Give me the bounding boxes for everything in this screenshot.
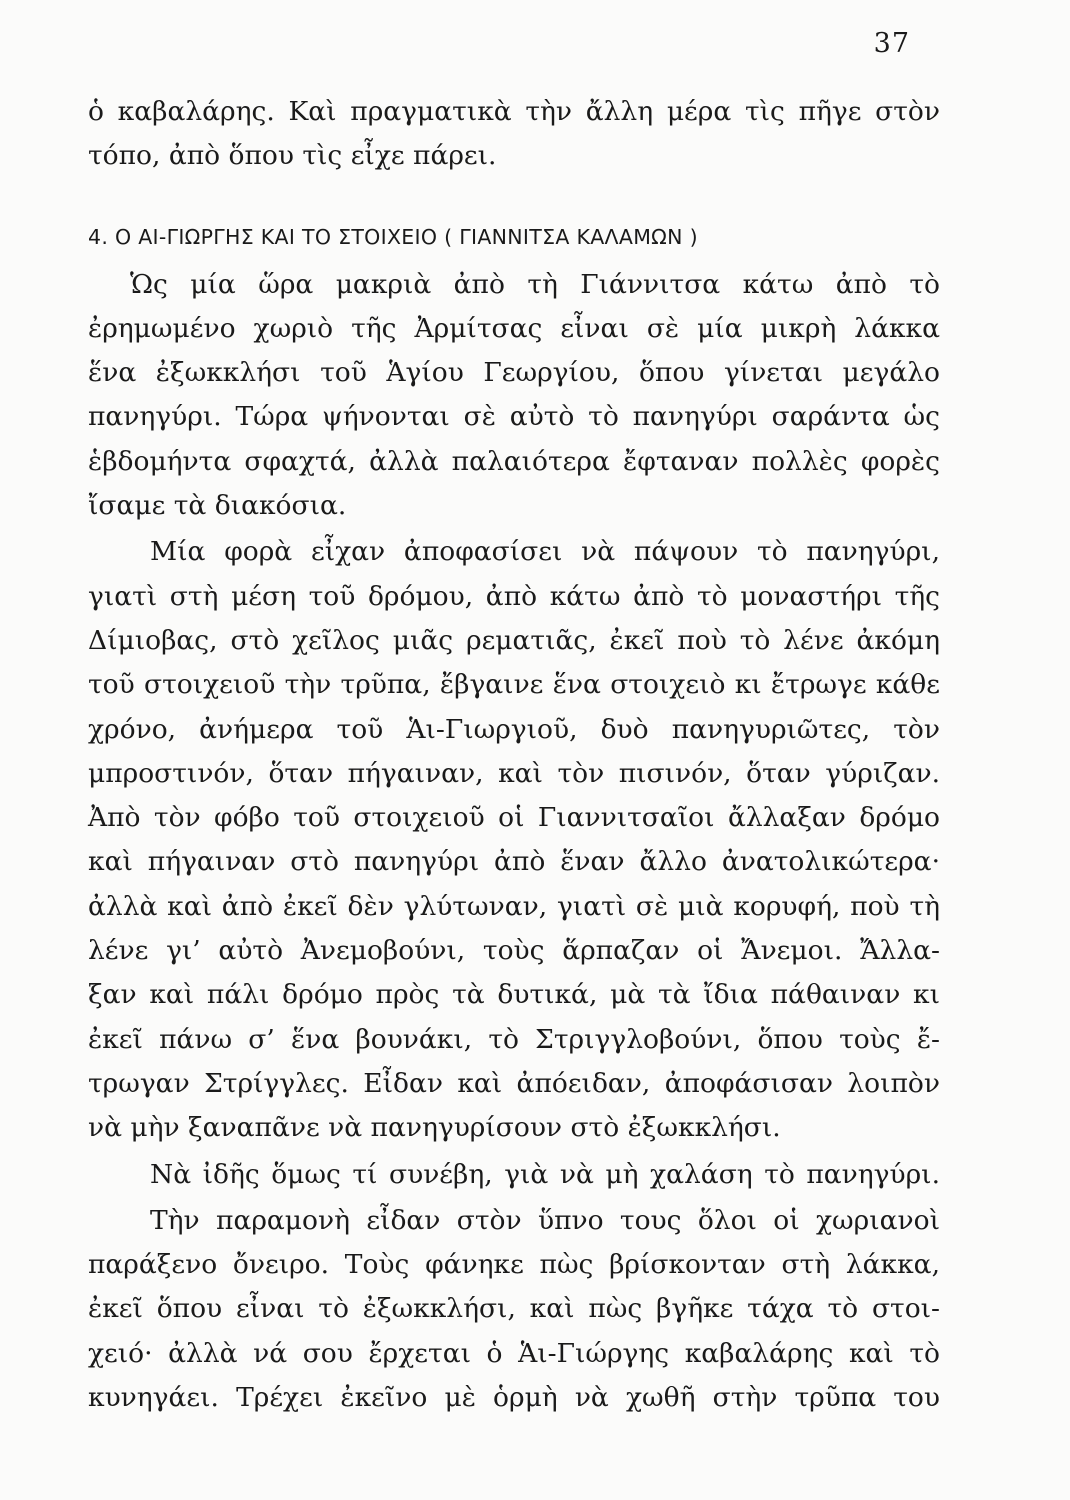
text-line: ἀλλὰ καὶ ἀπὸ ἐκεῖ δὲν γλύτωναν, γιατὶ σὲ μιὰ κορυφή, ποὺ τὴ bbox=[88, 890, 940, 922]
text-line: Δίμιοβας, στὸ χεῖλος μιᾶς ρεματιᾶς, ἐκεῖ ποὺ τὸ λένε ἀκόμη bbox=[88, 624, 940, 656]
text-line: ἑβδομήντα σφαχτά, ἀλλὰ παλαιότερα ἔφταναν πολλὲς φορὲς bbox=[88, 445, 940, 477]
text-line: τρωγαν Στρίγγλες. Εἶδαν καὶ ἀπόειδαν, ἀποφάσισαν λοιπὸν bbox=[88, 1067, 940, 1099]
text-line: ἐρημωμένο χωριὸ τῆς Ἀρμίτσας εἶναι σὲ μία μικρὴ λάκκα bbox=[88, 312, 940, 344]
text-line: λένε γι’ αὐτὸ Ἀνεμοβούνι, τοὺς ἅρπαζαν οἱ Ἄνεμοι. Ἄλλα- bbox=[88, 935, 940, 967]
page-number: 37 bbox=[873, 28, 910, 59]
page-body bbox=[88, 90, 940, 1420]
text-line: καὶ πήγαιναν στὸ πανηγύρι ἀπὸ ἕναν ἄλλο ἀνατολικώτερα· bbox=[88, 846, 940, 878]
text-line: Μία φορὰ εἶχαν ἀποφασίσει νὰ πάψουν τὸ πανηγύρι, bbox=[150, 536, 940, 568]
text-line: ἐκεῖ πάνω σ’ ἕνα βουνάκι, τὸ Στριγγλοβούνι, ὅπου τοὺς ἔ- bbox=[88, 1023, 940, 1055]
text-line: νὰ μὴν ξαναπᾶνε νὰ πανηγυρίσουν στὸ ἐξωκκλήσι. bbox=[88, 1112, 781, 1144]
text-line: χειό· ἀλλὰ νά σου ἔρχεται ὁ Ἁι-Γιώργης καβαλάρης καὶ τὸ bbox=[88, 1337, 940, 1369]
text-line: πανηγύρι. Τώρα ψήνονται σὲ αὐτὸ τὸ πανηγύρι σαράντα ὡς bbox=[88, 401, 940, 433]
paragraph bbox=[88, 263, 940, 529]
text-line: παράξενο ὄνειρο. Τοὺς φάνηκε πὼς βρίσκονταν στὴ λάκκα, bbox=[88, 1249, 940, 1281]
section-heading: 4. Ο ΑΙ-ΓΙΩΡΓΗΣ ΚΑΙ ΤΟ ΣΤΟΙΧΕΙΟ ( ΓΙΑΝΝΙΤΣΑ ΚΑΛΑΜΩΝ ) bbox=[88, 224, 698, 249]
text-line: ἕνα ἐξωκκλήσι τοῦ Ἁγίου Γεωργίου, ὅπου γίνεται μεγάλο bbox=[88, 357, 940, 389]
text-line: τοῦ στοιχειοῦ τὴν τρῦπα, ἔβγαινε ἕνα στοιχειὸ κι ἔτρωγε κάθε bbox=[88, 669, 940, 701]
text-line: ἴσαμε τὰ διακόσια. bbox=[88, 490, 347, 522]
text-line: Νὰ ἰδῆς ὅμως τί συνέβη, γιὰ νὰ μὴ χαλάση τὸ πανηγύρι. bbox=[150, 1158, 940, 1190]
text-line: ὁ καβαλάρης. Καὶ πραγματικὰ τὴν ἄλλη μέρα τὶς πῆγε στὸν bbox=[88, 96, 940, 127]
text-line: κυνηγάει. Τρέχει ἐκεῖνο μὲ ὁρμὴ νὰ χωθῆ στὴν τρῦπα του bbox=[88, 1382, 940, 1414]
text-line: μπροστινόν, ὅταν πήγαιναν, καὶ τὸν πισινόν, ὅταν γύριζαν. bbox=[88, 757, 940, 789]
text-line: ἐκεῖ ὅπου εἶναι τὸ ἐξωκκλήσι, καὶ πὼς βγῆκε τάχα τὸ στοι- bbox=[88, 1293, 940, 1325]
text-line: Ὡς μία ὥρα μακριὰ ἀπὸ τὴ Γιάννιτσα κάτω ἀπὸ τὸ bbox=[130, 268, 940, 300]
paragraph bbox=[88, 1199, 940, 1420]
text-line: ξαν καὶ πάλι δρόμο πρὸς τὰ δυτικά, μὰ τὰ ἴδια πάθαιναν κι bbox=[88, 979, 940, 1011]
paragraph bbox=[88, 530, 940, 1150]
text-line: γιατὶ στὴ μέση τοῦ δρόμου, ἀπὸ κάτω ἀπὸ τὸ μοναστήρι τῆς bbox=[88, 580, 940, 612]
text-line: χρόνο, ἀνήμερα τοῦ Ἁι-Γιωργιοῦ, δυὸ πανηγυριῶτες, τὸν bbox=[88, 713, 940, 745]
paragraph bbox=[88, 1153, 940, 1197]
text-line: Ἀπὸ τὸν φόβο τοῦ στοιχειοῦ οἱ Γιαννιτσαῖοι ἄλλαξαν δρόμο bbox=[88, 802, 940, 834]
text-line: Τὴν παραμονὴ εἶδαν στὸν ὕπνο τους ὅλοι οἱ χωριανοὶ bbox=[150, 1204, 940, 1236]
text-line: τόπο, ἀπὸ ὅπου τὶς εἶχε πάρει. bbox=[88, 140, 497, 172]
